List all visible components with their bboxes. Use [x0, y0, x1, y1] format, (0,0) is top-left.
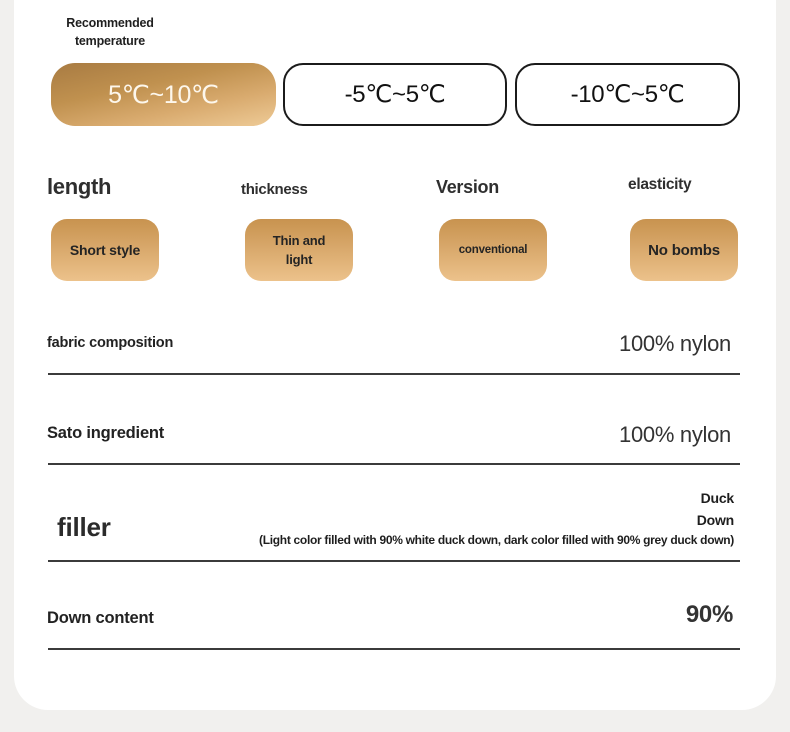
recommended-temperature-label-line1: Recommended: [66, 16, 154, 30]
attribute-value-thickness-chip[interactable]: [245, 219, 353, 281]
recommended-temperature-label-line2: temperature: [74, 34, 146, 48]
temperature-option-selected[interactable]: [51, 63, 276, 126]
attribute-label-thickness: thickness: [241, 181, 308, 198]
spec-value-sato-ingredient: 100% nylon: [619, 422, 731, 447]
spec-label-fabric-composition: fabric composition: [47, 335, 174, 351]
attribute-label-length: length: [47, 174, 112, 199]
temperature-option-label: -5℃~5℃: [344, 81, 446, 108]
filler-value-line2: Down: [696, 512, 734, 528]
recommended-temperature-label: [50, 14, 170, 50]
filler-value-line1: Duck: [700, 490, 734, 506]
spec-label-filler: filler: [57, 512, 111, 542]
temperature-option-2[interactable]: [283, 63, 507, 126]
divider: [48, 463, 740, 465]
attribute-value-label: conventional: [458, 244, 528, 256]
spec-value-filler: [259, 487, 734, 547]
attribute-value-label: Short style: [69, 242, 141, 258]
temperature-option-3[interactable]: [515, 63, 740, 126]
filler-note: (Light color filled with 90% white duck down, dark color filled with 90% grey duck down): [259, 533, 734, 547]
attribute-value-version-chip[interactable]: [439, 219, 547, 281]
attribute-label-version: Version: [436, 177, 499, 197]
temperature-option-label: -10℃~5℃: [570, 81, 685, 108]
temperature-option-label: 5℃~10℃: [108, 80, 219, 109]
attribute-value-label: Thin and light: [272, 233, 326, 267]
attribute-value-label: No bombs: [648, 241, 720, 259]
spec-value-fabric-composition: 100% nylon: [619, 331, 731, 356]
spec-value-down-content: 90%: [685, 601, 733, 628]
attribute-label-elasticity: elasticity: [628, 176, 692, 193]
divider: [48, 373, 740, 375]
attribute-value-elasticity-chip[interactable]: [630, 219, 738, 281]
spec-label-sato-ingredient: Sato ingredient: [47, 424, 165, 442]
divider: [48, 560, 740, 562]
spec-label-down-content: Down content: [47, 609, 154, 627]
attribute-value-length-chip[interactable]: [51, 219, 159, 281]
divider: [48, 648, 740, 650]
